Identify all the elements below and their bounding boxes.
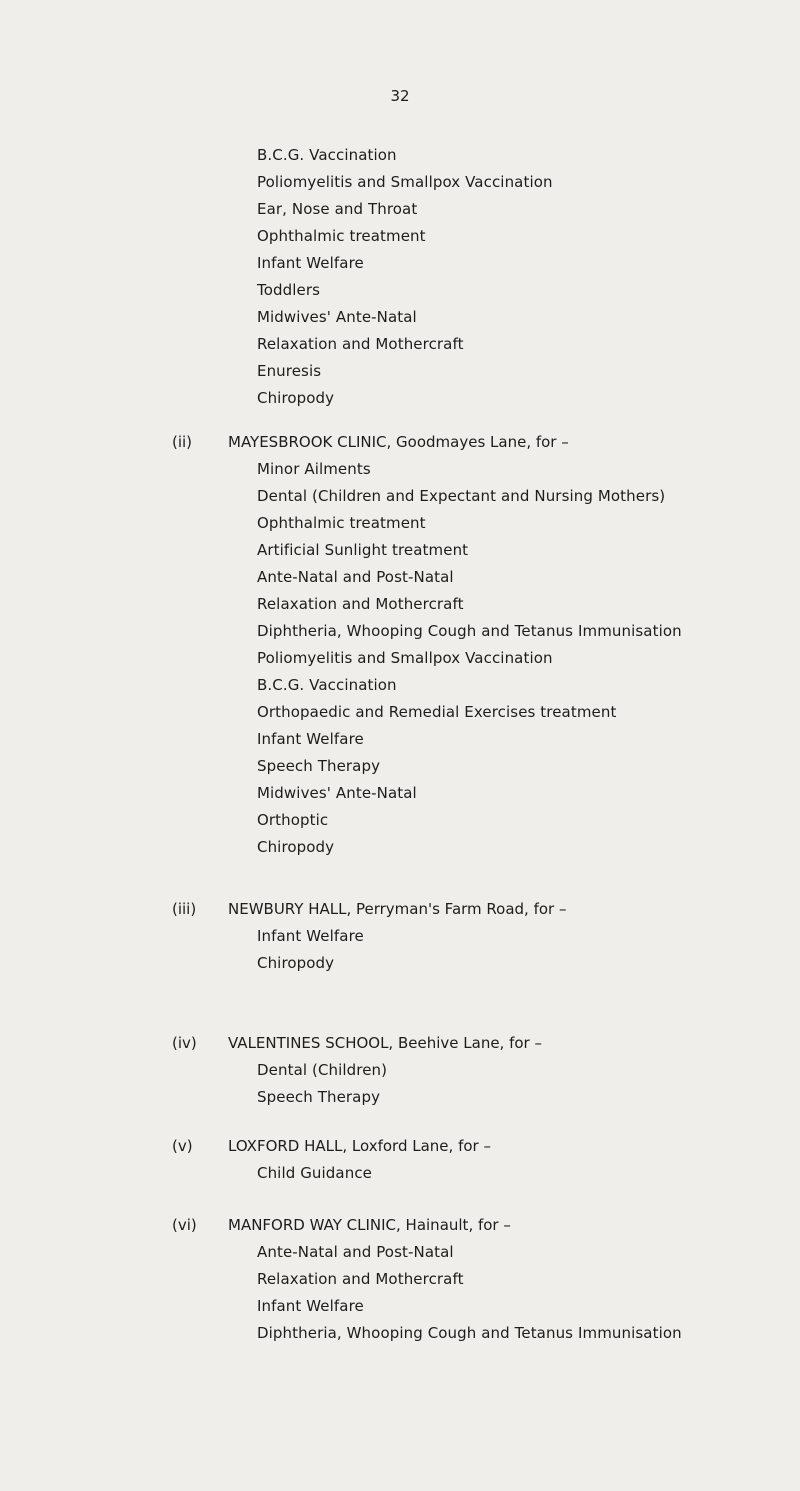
list-item: Toddlers: [257, 281, 321, 299]
list-item: Artificial Sunlight treatment: [257, 541, 469, 559]
section-numeral: (ii): [172, 433, 193, 451]
list-item: Infant Welfare: [257, 927, 364, 945]
section-heading: LOXFORD HALL, Loxford Lane, for –: [228, 1137, 491, 1155]
section-numeral: (vi): [172, 1216, 197, 1234]
list-item: Minor Ailments: [257, 460, 371, 478]
list-item: Orthopaedic and Remedial Exercises treatment: [257, 703, 617, 721]
section-heading: VALENTINES SCHOOL, Beehive Lane, for –: [228, 1034, 542, 1052]
list-item: Infant Welfare: [257, 730, 364, 748]
list-item: Speech Therapy: [257, 1088, 381, 1106]
list-item: Chiropody: [257, 954, 335, 972]
list-item: Ophthalmic treatment: [257, 514, 426, 532]
list-item: Dental (Children and Expectant and Nursing Mothers): [257, 487, 666, 505]
list-item: Speech Therapy: [257, 757, 381, 775]
list-item: Ear, Nose and Throat: [257, 200, 418, 218]
list-item: Poliomyelitis and Smallpox Vaccination: [257, 173, 553, 191]
list-item: B.C.G. Vaccination: [257, 676, 397, 694]
list-item: Relaxation and Mothercraft: [257, 335, 464, 353]
list-item: Chiropody: [257, 389, 335, 407]
list-item: Enuresis: [257, 362, 322, 380]
list-item: Diphtheria, Whooping Cough and Tetanus Immunisation: [257, 622, 682, 640]
list-item: Child Guidance: [257, 1164, 372, 1182]
list-item: Infant Welfare: [257, 1297, 364, 1315]
section-numeral: (v): [172, 1137, 193, 1155]
list-item: B.C.G. Vaccination: [257, 146, 397, 164]
list-item: Ante-Natal and Post-Natal: [257, 1243, 454, 1261]
list-item: Diphtheria, Whooping Cough and Tetanus Immunisation: [257, 1324, 682, 1342]
section-numeral: (iii): [172, 900, 197, 918]
list-item: Ophthalmic treatment: [257, 227, 426, 245]
list-item: Midwives' Ante-Natal: [257, 308, 417, 326]
list-item: Orthoptic: [257, 811, 329, 829]
section-heading: MAYESBROOK CLINIC, Goodmayes Lane, for –: [228, 433, 569, 451]
section-heading: NEWBURY HALL, Perryman's Farm Road, for –: [228, 900, 567, 918]
list-item: Relaxation and Mothercraft: [257, 1270, 464, 1288]
page-number: 32: [390, 87, 410, 105]
list-item: Relaxation and Mothercraft: [257, 595, 464, 613]
list-item: Dental (Children): [257, 1061, 388, 1079]
list-item: Ante-Natal and Post-Natal: [257, 568, 454, 586]
list-item: Chiropody: [257, 838, 335, 856]
section-heading: MANFORD WAY CLINIC, Hainault, for –: [228, 1216, 511, 1234]
section-numeral: (iv): [172, 1034, 197, 1052]
list-item: Midwives' Ante-Natal: [257, 784, 417, 802]
list-item: Infant Welfare: [257, 254, 364, 272]
list-item: Poliomyelitis and Smallpox Vaccination: [257, 649, 553, 667]
